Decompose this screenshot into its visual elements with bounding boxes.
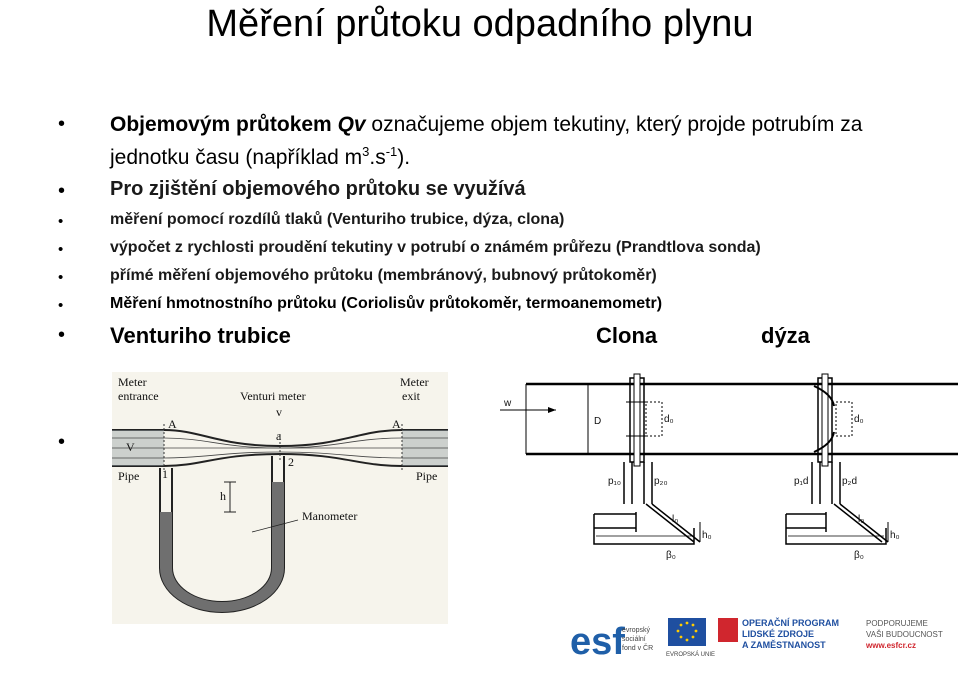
pipe-left-label: Pipe xyxy=(118,469,140,483)
D-label: D xyxy=(594,416,602,427)
eu-caption: EVROPSKÁ UNIE xyxy=(666,652,716,658)
bullet-dot: • xyxy=(58,269,64,286)
bullet-dot: • xyxy=(58,213,64,230)
beta-right-label: β₀ xyxy=(854,550,864,561)
sup-3: 3 xyxy=(362,144,370,159)
bullet-dot: • xyxy=(58,431,66,453)
p1-left-label: p₁₀ xyxy=(608,476,622,487)
op-line-1: OPERAČNÍ PROGRAM xyxy=(742,618,840,628)
p2-left-label: p₂₀ xyxy=(654,476,668,487)
bullet-dot: • xyxy=(58,113,66,135)
p1-right-label: p₁d xyxy=(794,476,809,487)
bullet-methods-heading: Pro zjištění objemového průtoku se využívá xyxy=(110,178,526,200)
bullet-volume-flow xyxy=(110,111,870,171)
section-2-label: 2 xyxy=(288,455,294,469)
op-line-3: A ZAMĚSTNANOST xyxy=(742,640,826,650)
bullet-velocity: výpočet z rychlosti proudění tekutiny v potrubí o známém průřezu (Prandtlova sonda) xyxy=(110,239,761,256)
w-label: w xyxy=(504,398,512,409)
esfcr-url: www.esfcr.cz xyxy=(866,641,916,650)
support-line-2: VAŠI BUDOUCNOST xyxy=(866,630,943,639)
velocity-V-label: V xyxy=(126,440,135,454)
label-venturi: Venturiho trubice xyxy=(110,323,291,348)
unit-s: .s xyxy=(369,146,386,169)
qv-symbol: Qv xyxy=(337,113,366,136)
esf-caption-3: fond v ČR xyxy=(622,645,654,652)
op-line-2: LIDSKÉ ZDROJE xyxy=(742,629,815,639)
venturi-meter-label: Venturi meter xyxy=(240,389,306,403)
funding-logos xyxy=(568,604,960,680)
h-right-label: h₀ xyxy=(890,530,900,541)
d-left-label: d₀ xyxy=(664,414,674,425)
bullet-dot: • xyxy=(58,324,66,346)
orifice-nozzle-figure xyxy=(496,372,958,572)
area-A-right: A xyxy=(392,417,401,431)
meter-entrance-label-2: entrance xyxy=(118,389,159,403)
h-left-label: h₀ xyxy=(702,530,712,541)
meter-entrance-label-1: Meter xyxy=(118,375,147,389)
bullet-direct: přímé měření objemového průtoku (membránový, bubnový průtokoměr) xyxy=(110,267,657,284)
op-logo-icon xyxy=(718,618,738,642)
bullet-dot: • xyxy=(58,241,64,258)
meter-exit-label-2: exit xyxy=(402,389,420,403)
bold-phrase: Objemovým průtokem xyxy=(110,113,338,136)
bullet-mass-flow: Měření hmotnostního průtoku (Coriolisův průtokoměr, termoanemometr) xyxy=(110,295,663,312)
area-A-left: A xyxy=(168,417,177,431)
label-dyza: dýza xyxy=(761,323,810,348)
bullet-text: označujeme objem tekutiny, který projde potrubím za jednotku času (například m xyxy=(110,113,863,169)
label-clona: Clona xyxy=(596,323,658,348)
l-right-label: l₀ xyxy=(858,514,865,525)
bullet-dot: • xyxy=(58,180,66,202)
l-left-label: l₀ xyxy=(672,514,679,525)
bullet-end: ). xyxy=(397,146,411,169)
manometer-label: Manometer xyxy=(302,509,358,523)
velocity-v-label: v xyxy=(276,405,282,419)
section-1-label: 1 xyxy=(162,467,168,481)
bullet-dot: • xyxy=(58,297,64,314)
esf-logo-text: esf xyxy=(570,621,625,663)
support-line-1: PODPORUJEME xyxy=(866,619,928,628)
sup-minus1: -1 xyxy=(385,144,398,159)
pipe-right-label: Pipe xyxy=(416,469,438,483)
p2-right-label: p₂d xyxy=(842,476,858,487)
slide-title: Měření průtoku odpadního plynu xyxy=(206,3,754,45)
meter-exit-label-1: Meter xyxy=(400,375,429,389)
bullet-pressure-difference: měření pomocí rozdílů tlaků (Venturiho trubice, dýza, clona) xyxy=(110,211,565,228)
beta-left-label: β₀ xyxy=(666,550,676,561)
esf-caption-2: sociální xyxy=(622,636,646,643)
area-a-label: a xyxy=(276,429,282,443)
venturi-figure xyxy=(112,372,448,624)
height-h-label: h xyxy=(220,489,226,503)
d-right-label: d₀ xyxy=(854,414,864,425)
esf-caption-1: evropský xyxy=(622,627,651,634)
